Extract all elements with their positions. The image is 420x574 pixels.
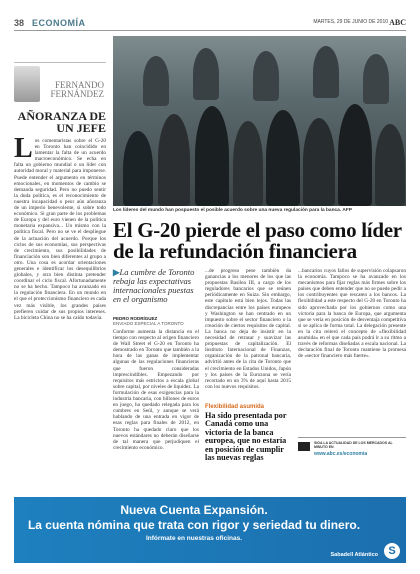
photo-caption: Los líderes del mundo han pospuesto el posible acuerdo sobre una nueva regulación para la banca. AFP	[113, 208, 352, 213]
opinion-column	[14, 36, 106, 496]
column-title: AÑORANZA DE UN JEFE	[17, 109, 106, 135]
ad-tagline: La cuenta nómina que trata con rigor y seriedad tu dinero.	[27, 518, 361, 532]
person	[266, 110, 300, 206]
page-number: 38	[14, 18, 25, 28]
advertisement[interactable]	[14, 497, 406, 563]
person	[375, 124, 405, 206]
column-author: FERNANDO FERNÁNDEZ	[50, 80, 104, 99]
highlight-quote: Ha sido presentada por Canadá como una victoria de la banca europea, que no estaría en posición de cumplir las nuevas reglas	[205, 411, 287, 463]
person	[233, 121, 263, 206]
body-column-1: Conforme aumenta la distancia en el tiempo con respecto al origen financiero de Wall Street el G-20 en Toronto ha demostrado en Toronto que también a la hora de las ganas de implementar algunas de las regulaciones financieras que fueron consideradas imprescindibles. Empezando por requisitos más estrictos a escala global sobre capital, por niveles de liquidez. La formulación de esas exigencias para la industria bancaria, con billones de euros en juego, ha quedado relegada para los cumbres en Seúl, y aunque se verá hablando de una entrada en vigor de esas reglas para finales de 2012, en Toronto ha quedado claro que los nuevos estándares no deberán diseñarse de tal manera que perjudiquen el crecimiento económico.	[113, 329, 199, 451]
person	[195, 106, 229, 206]
promo-link[interactable]: www.abc.es/economia	[314, 451, 368, 457]
subheadline-text: La cumbre de Toronto rebaja las expectativas internacionales puestas en el organismo	[113, 267, 195, 304]
person	[363, 54, 389, 104]
dropcap: L	[14, 133, 33, 164]
arrow-icon: ▶	[113, 267, 120, 277]
author-photo	[14, 66, 40, 102]
ad-headline: Nueva Cuenta Expansión.	[120, 503, 268, 517]
person	[193, 48, 219, 100]
column-divider	[14, 62, 106, 63]
person	[143, 56, 169, 106]
person	[313, 46, 339, 98]
page-header	[14, 18, 406, 31]
sabadell-logo-icon: S	[384, 543, 400, 559]
highlight-label: Flexibilidad asumida	[205, 404, 265, 410]
person	[338, 104, 372, 206]
masthead-logo: ABC	[389, 18, 406, 27]
person	[158, 114, 190, 206]
byline	[113, 316, 199, 326]
body-column-2: ...de progreso pese también da ganancias a los menores de los que las propuestas Basilea III, a cargo de los reguladores bancarios que se reúnen periódicamente en Suiza. Sin embargo, este capítulo está bien lejos. Todas las discrepancias entre los países europeos y Washington se han centrado en un impuesto sobre el sector financiero o la creación de ciertos requisitos de capital. La banca no deja de insistir en la necesidad de retrasar y suavizar las propuestas de capitalización. El Instituto Internacional de Finanzas, organización de la patronal bancaria, advirtió antes de la cita de Toronto que el crecimiento en Estados Unidos, Japón y los países de la Eurozona se vería recortado en un 3% de aquí hasta 2015 con los nuevos requisitos.	[205, 268, 291, 390]
laptop-icon	[298, 442, 310, 451]
byline-role: ENVIADO ESPECIAL A TORONTO	[113, 321, 184, 326]
person	[303, 118, 335, 206]
byline-name: PEDRO RODRÍGUEZ	[113, 316, 158, 321]
column-text: os comentaristas sobre el G-20 en Toronto han coincidido en lamentar la falta de un acuerdo macroeconómico. Se echa en falta un gobierno mundial o un líder con autoridad moral y material para imponerse. Puede entender el argumento en términos emocionales, en momentos de cambio se demanda seguridad. Pero no puedo sentir la duda política, es el reconocimiento de nuestra incapacidad o peor aún añoranza de un imperio benevolente, si sobre todo económico. Si gran parte de los problemas de Europa y del euro vienen de la política monetaria expansiva... Un mismo con la política fiscal. Pero no se ve el despliegue de la actuación del acuerdo. Porque los ciclos de sus economías, sus perspectivas de crecimiento, sus posibilidades de financiación son bien diferentes al grupo a otro. Una cosa es acordar orientaciones generales e identificar los desequilibrios globales, y otra bien distinta pretender coordinar el ciclo fiscal. Afortunadamente no se ha hecho. Tampoco ha avanzado en la regulación financiera. En un mundo en el que el proteccionismo financiero es cada vez más visible, los grandes países prefieren cuidar de sus propios intereses. La bicicleta China no se ha caído todavía.	[14, 138, 106, 321]
issue-date: MARTES, 29 DE JUNIO DE 2010	[313, 19, 388, 25]
person	[253, 51, 279, 101]
ad-brand: Sabadell Atlántico	[330, 552, 378, 558]
subheadline	[113, 268, 199, 304]
g20-leaders-photo	[113, 36, 406, 206]
person	[123, 131, 153, 206]
headline: El G-20 pierde el paso como líder de la refundación financiera	[113, 218, 402, 263]
promo-box	[298, 437, 406, 468]
promo-text: SIGA LA ACTUALIDAD DE LOS MERCADOS AL MINUTO EN	[314, 441, 393, 449]
body-column-3: ...bancarios cuyos fallos de supervisión colapsaron la economía. Tampoco se ha avanzado en los mecanismos para fijar reglas más firmes sobre los países que deben entender que no se puede pedir a los contribuyentes que rescaten a los bancos. La flexibilidad a este respecto del G-20 en Toronto ha sido aprovechada por los gobiernos como una victoria para la banca de Europa, que argumenta que se vería en posición de desventaja competitiva si se aplica de forma total. La delegación presente en la cita reiteró el concepto de «flexibilidad asumida» en el que cada país podrá ir a su ritmo a través de reformas diseñadas a escala nacional. La declaración final de Toronto mantiene la promesa de «sector financiero más fuerte».	[298, 268, 406, 360]
column-body	[14, 133, 106, 321]
section-title: ECONOMÍA	[32, 18, 86, 28]
ad-cta: Infórmate en nuestras oficinas.	[145, 535, 243, 542]
